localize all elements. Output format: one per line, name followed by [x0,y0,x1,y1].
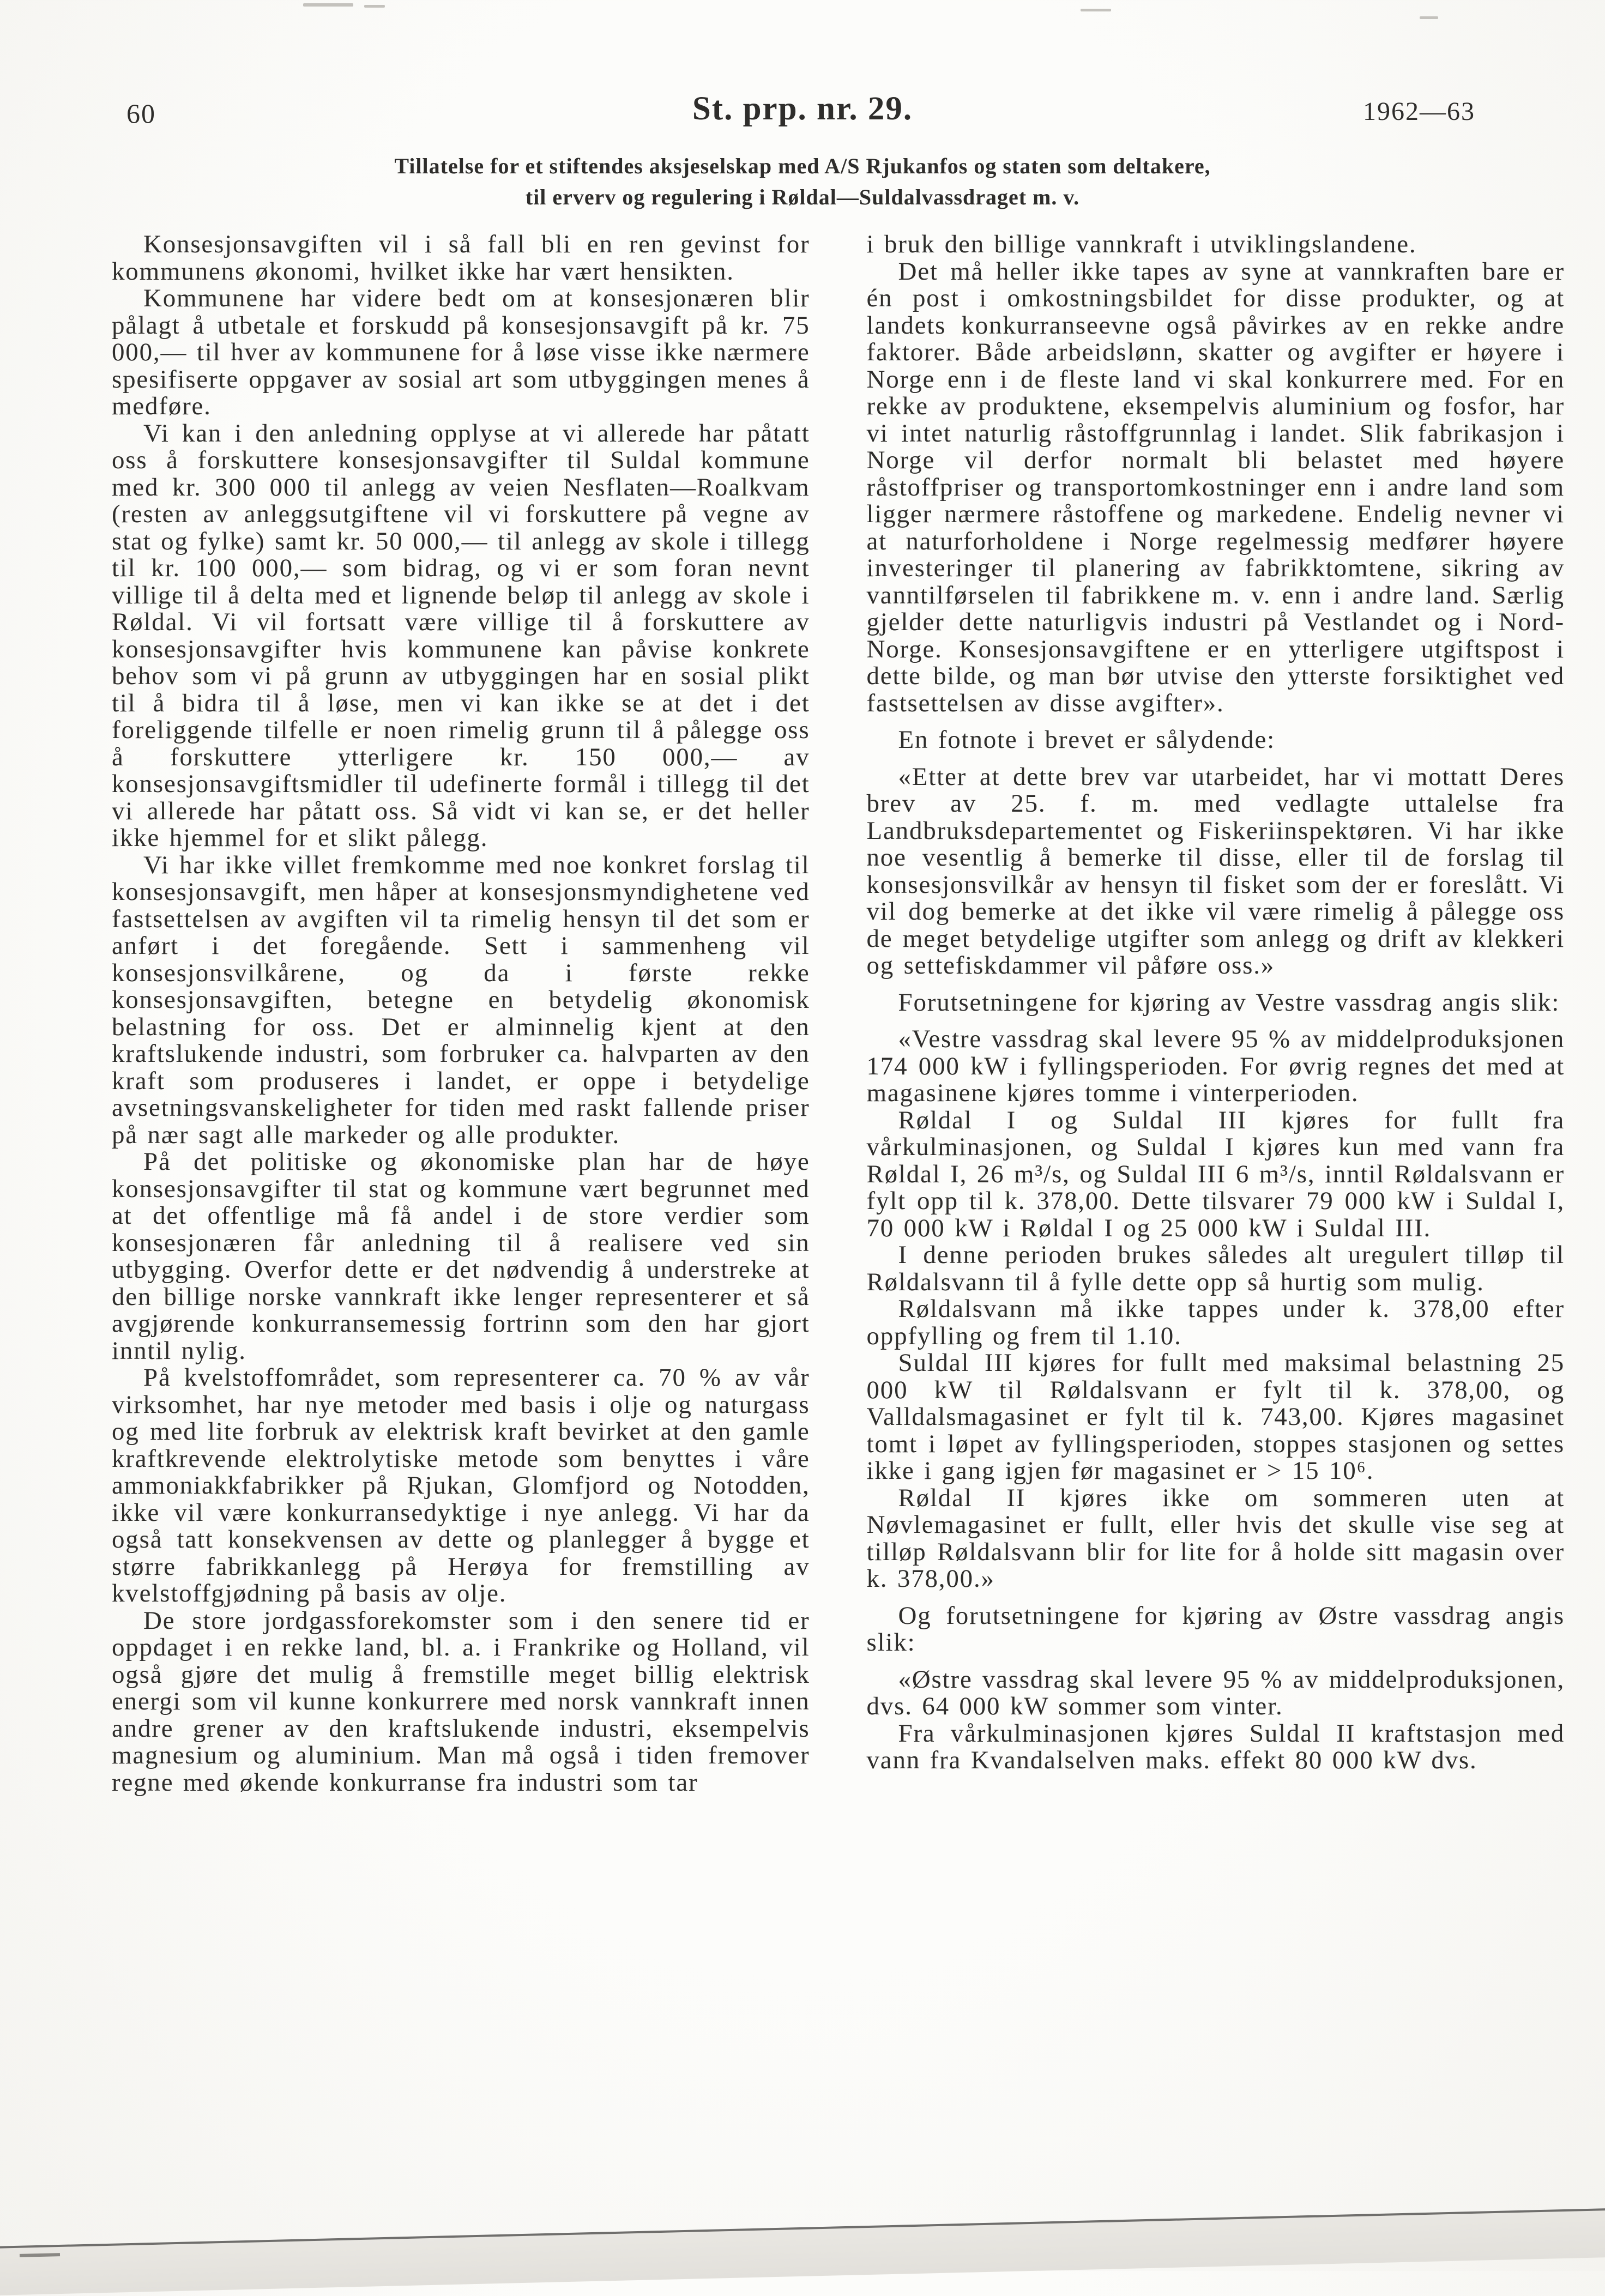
document-subtitle [0,150,1605,213]
paragraph: Røldal II kjøres ikke om sommeren uten at Nøvlemagasinet er fullt, eller hvis det skulle vise seg at tilløp Røldalsvann blir for lite for å holde sitt magasin over k. 378,00.» [866,1483,1565,1593]
scan-artifact-page-edge [0,2206,1605,2296]
scan-artifact-dash [1420,16,1438,19]
paragraph: Vi kan i den anledning opplyse at vi allerede har påtatt oss å forskuttere konsesjonsavgifter til Suldal kommune med kr. 300 000 til anlegg av veien Nesflaten—Roalkvam (resten av anleggsutgiftene vil vi forskuttere på vegne av stat og fylke) samt kr. 50 000,— til anlegg av skole i tillegg til kr. 100 000,— som bidrag, og vi er som foran nevnt villige til å delta med et lignende beløp til anlegg av skole i Røldal. Vi vil fortsatt være villige til å forskuttere av konsesjonsavgifter hvis kommunene kan påvise konkrete behov som vi på grunn av utbyggingen har en sosial plikt til å bidra til å løse, men vi kan ikke se at det i det foreliggende tilfelle er noen rimelig grunn til å pålegge oss å forskuttere ytterligere kr. 150 000,— av konsesjonsavgiftsmidler til udefinerte formål i tillegg til det vi allerede har påtatt oss. Så vidt vi kan se, er det heller ikke hjemmel for et slikt pålegg. [112,419,810,852]
paragraph: Det må heller ikke tapes av syne at vannkraften bare er én post i omkostningsbildet for disse produkter, og at landets konkurranseevne også påvirkes av en rekke andre faktorer. Både arbeidslønn, skatter og avgifter er høyere i Norge enn i de fleste land vi skal konkurrere med. For en rekke av produktene, eksempelvis aluminium og fosfor, har vi intet naturlig råstoffgrunnlag i landet. Slik fabrikasjon i Norge vil derfor normalt bli belastet med høyere råstoffpriser og transportomkostninger enn i andre land som ligger nærmere råstoffene og markedene. Endelig nevner vi at naturforholdene i Norge regelmessig medfører høyere investeringer til planering av fabrikktomtene, sikring av vanntilførselen til fabrikkene m. v. enn i andre land. Særlig gjelder dette naturligvis industri på Vestlandet og i Nord-Norge. Konsesjonsavgiftene er en ytterligere utgiftspost i dette bilde, og man bør utvise den ytterste forsiktighet ved fastsettelsen av disse avgifter». [866,257,1565,717]
paragraph: «Etter at dette brev var utarbeidet, har vi mottatt Deres brev av 25. f. m. med vedlagte uttalelse fra Landbruksdepartementet og Fiskeriinspektøren. Vi har ikke noe vesentlig å bemerke til disse, eller til de forslag til konsesjonsvilkår av hensyn til fisket som der er foreslått. Vi vil dog bemerke at det ikke vil være rimelig å pålegge oss de meget betydelige utgifter som anlegg og drift av klekkeri og settefiskdammer vil påføre oss.» [866,762,1565,980]
subtitle-line-1: Tillatelse for et stiftendes aksjeselskap med A/S Rjukanfos og staten som deltakere, [394,154,1211,178]
paragraph: Forutsetningene for kjøring av Vestre vassdrag angis slik: [898,988,1560,1017]
paragraph: På kvelstoffområdet, som representerer ca. 70 % av vår virksomhet, har nye metoder med basis i olje og naturgass og med lite forbruk av elektrisk kraft bevirket at den gamle kraftkrevende elektrolytiske metode som benyttes i våre ammoniakkfabrikker på Rjukan, Glomfjord og Notodden, ikke vil være konkurransedyktige i nye anlegg. Vi har da også tatt konsekvensen av dette og planlegger å bygge et større fabrikkanlegg på Herøya for fremstilling av kvelstoffgjødning på basis av olje. [112,1363,810,1608]
paragraph: På det politiske og økonomiske plan har de høye konsesjonsavgifter til stat og kommune vært begrunnet med at det offentlige må få andel i de store verdier som konsesjonæren får anledning til å realisere ved sin utbygging. Overfor dette er det nødvendig å understreke at den billige norske vannkraft ikke lenger representerer et så avgjørende konkurransemessig fortrinn som den har gjort inntil nylig. [112,1147,810,1365]
session-year: 1962—63 [1363,97,1475,126]
paragraph: «Østre vassdrag skal levere 95 % av middelproduksjonen, dvs. 64 000 kW sommer som vinter. [866,1665,1565,1720]
paragraph: Konsesjonsavgiften vil i så fall bli en ren gevinst for kommunens økonomi, hvilket ikke har vært hensikten. [112,230,810,286]
paragraph: Røldal I og Suldal III kjøres for fullt fra vårkulminasjonen, og Suldal I kjøres kun med vann fra Røldal I, 26 m³/s, og Suldal III 6 m³/s, inntil Røldalsvann er fylt opp til k. 378,00. Dette tilsvarer 79 000 kW i Suldal I, 70 000 kW i Røldal I og 25 000 kW i Suldal III. [866,1105,1565,1242]
paragraph: i bruk den billige vannkraft i utviklingslandene. [866,230,1417,258]
scan-artifact-dash [1081,9,1111,11]
page-header [0,90,1605,139]
scan-artifact-dash [303,3,353,7]
paragraph: I denne perioden brukes således alt uregulert tilløp til Røldalsvann til å fylle dette opp så hurtig som mulig. [866,1241,1565,1296]
paragraph: Røldalsvann må ikke tappes under k. 378,00 efter oppfylling og frem til 1.10. [866,1295,1565,1350]
paragraph: Kommunene har videre bedt om at konsesjonæren blir pålagt å utbetale et forskudd på konsesjonsavgift på kr. 75 000,— til hver av kommunene for å løse visse ikke nærmere spesifiserte oppgaver av sosial art som utbyggingen menes å medføre. [112,284,810,420]
scan-artifact-dash [364,5,385,8]
paragraph: Og forutsetningene for kjøring av Østre vassdrag angis slik: [866,1601,1565,1657]
document-title: St. prp. nr. 29. [692,90,913,127]
paragraph: «Vestre vassdrag skal levere 95 % av middelproduksjonen 174 000 kW i fyllingsperioden. For øvrig regnes det med at magasinene kjøres tomme i vinterperioden. [866,1025,1565,1107]
right-column [867,231,1565,1796]
paragraph: Vi har ikke villet fremkomme med noe konkret forslag til konsesjonsavgift, men håper at konsesjonsmyndighetene ved fastsettelsen av avgiften vil ta rimelig hensyn til det som er anført i det foregående. Sett i sammenheng vil konsesjonsvilkårene, og da i første rekke konsesjonsavgiften, betegne en betydelig økonomisk belastning for oss. Det er alminnelig kjent at den kraftslukende industri, som forbruker ca. halvparten av den kraft som produseres i landet, er oppe i betydelige avsetningsvanskeligheter for tiden med raskt fallende priser på nær sagt alle markeder og alle produkter. [112,850,810,1149]
paragraph: Fra vårkulminasjonen kjøres Suldal II kraftstasjon med vann fra Kvandalselven maks. effekt 80 000 kW dvs. [866,1719,1565,1774]
subtitle-line-2: til erverv og regulering i Røldal—Suldalvassdraget m. v. [525,185,1080,209]
left-column [112,231,810,1796]
body-columns [112,231,1565,1796]
paragraph: Suldal III kjøres for fullt med maksimal belastning 25 000 kW til Røldalsvann er fylt til k. 378,00, og Valldalsmagasinet er fylt til k. 743,00. Kjøres magasinet tomt i løpet av fyllingsperioden, stoppes stasjonen og settes ikke i gang igjen før magasinet er > 15 10⁶. [866,1349,1565,1485]
page-number: 60 [126,98,156,129]
paragraph: De store jordgassforekomster som i den senere tid er oppdaget i en rekke land, bl. a. i Frankrike og Holland, vil også gjøre det mulig å fremstille meget billig elektrisk energi som vil kunne konkurrere med norsk vannkraft innen andre grener av den kraftslukende industri, eksempelvis magnesium og aluminium. Man må også i tiden fremover regne med økende konkurranse fra industri som tar [112,1606,810,1797]
paragraph: En fotnote i brevet er sålydende: [898,726,1275,754]
